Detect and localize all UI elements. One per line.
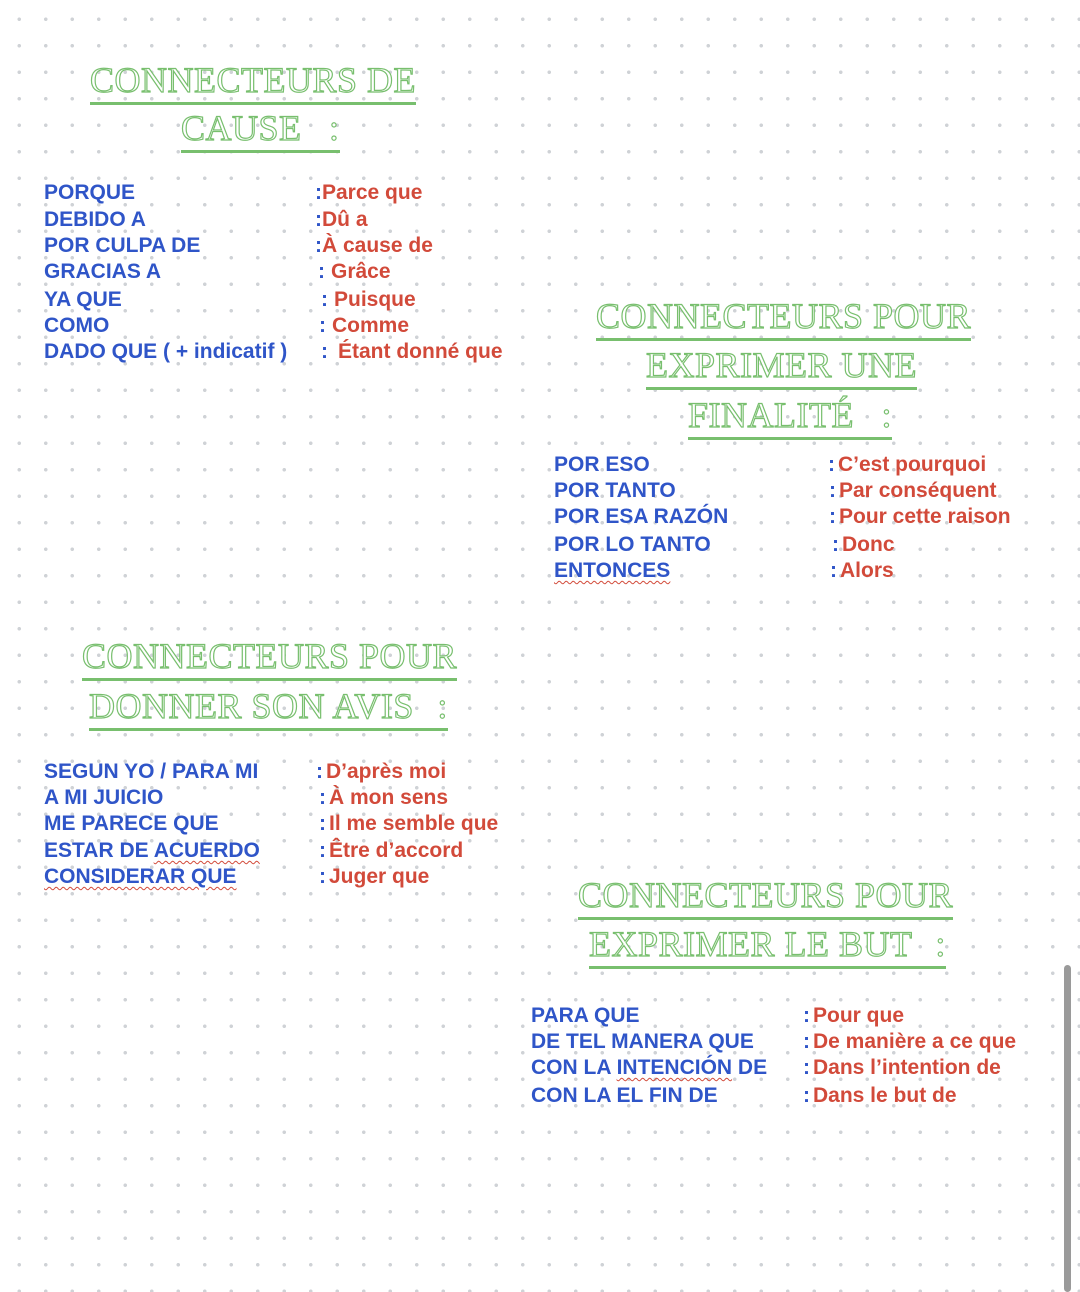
french-translation: De manière a ce que	[813, 1030, 1017, 1053]
finalite-title-line1: CONNECTEURS POUR	[596, 298, 971, 341]
list-item	[803, 1003, 904, 1029]
list-item	[44, 287, 122, 313]
finalite-title-word: FINALITÉ	[688, 395, 854, 435]
list-item	[319, 785, 448, 811]
separator-colon: :	[803, 1056, 810, 1079]
separator-colon: :	[315, 181, 322, 204]
list-item	[531, 1055, 767, 1081]
spanish-term: CON LA EL FIN DE	[531, 1084, 718, 1107]
spanish-term: ENTONCES	[554, 559, 671, 582]
french-translation: Comme	[332, 314, 410, 337]
spanish-term: POR LO TANTO	[554, 533, 711, 556]
separator-colon: :	[829, 479, 836, 502]
list-item	[44, 313, 109, 339]
list-item	[44, 207, 146, 233]
list-item	[319, 811, 498, 837]
list-item	[554, 452, 650, 478]
list-item	[828, 452, 986, 478]
list-item	[531, 1003, 640, 1029]
list-item	[321, 339, 503, 365]
list-item	[319, 313, 409, 339]
french-translation: Être d’accord	[329, 839, 464, 862]
list-item	[554, 532, 711, 558]
french-translation: Il me semble que	[329, 812, 499, 835]
list-item	[44, 759, 258, 785]
french-translation: D’après moi	[326, 760, 447, 783]
separator-colon: :	[319, 786, 326, 809]
separator-colon: :	[828, 453, 835, 476]
list-item	[44, 259, 161, 285]
separator-colon: :	[318, 260, 325, 283]
separator-colon: :	[319, 812, 326, 835]
list-item	[803, 1083, 957, 1109]
list-item	[44, 864, 237, 890]
but-title-line1: CONNECTEURS POUR	[578, 877, 953, 920]
list-item	[316, 759, 446, 785]
but-title-line2	[589, 926, 946, 969]
list-item	[44, 838, 260, 864]
french-translation: C’est pourquoi	[838, 453, 987, 476]
list-item	[531, 1029, 754, 1055]
spanish-term: CONSIDERAR QUE	[44, 865, 237, 888]
spanish-term: POR TANTO	[554, 479, 676, 502]
separator-colon: :	[829, 505, 836, 528]
list-item	[44, 233, 200, 259]
separator-colon: :	[803, 1004, 810, 1027]
spanish-term: DADO QUE ( + indicatif )	[44, 340, 288, 363]
list-item	[318, 259, 391, 285]
separator-colon: :	[319, 314, 326, 337]
french-translation: Donc	[842, 533, 895, 556]
separator-colon: :	[830, 559, 837, 582]
avis-title-line2	[89, 688, 448, 731]
french-translation: Étant donné que	[338, 340, 503, 363]
list-item	[829, 504, 1011, 530]
spanish-term: POR ESO	[554, 453, 650, 476]
list-item	[829, 478, 997, 504]
separator-colon: :	[315, 234, 322, 257]
spanish-term: DE TEL MANERA QUE	[531, 1030, 754, 1053]
french-translation: À mon sens	[329, 786, 449, 809]
list-item	[803, 1055, 1001, 1081]
list-item	[319, 838, 463, 864]
list-item	[44, 785, 163, 811]
french-translation: Grâce	[331, 260, 391, 283]
separator-colon: :	[321, 340, 328, 363]
list-item	[44, 180, 135, 206]
list-item	[803, 1029, 1016, 1055]
separator-colon: :	[832, 533, 839, 556]
finalite-title-line3	[688, 397, 892, 440]
spanish-term: SEGUN YO / PARA MI	[44, 760, 259, 783]
list-item	[319, 864, 429, 890]
spanish-term: GRACIAS A	[44, 260, 162, 283]
french-translation: Par conséquent	[839, 479, 997, 502]
cause-title-colon: :	[329, 108, 340, 148]
spanish-term: POR ESA RAZÓN	[554, 505, 729, 528]
separator-colon: :	[321, 288, 328, 311]
french-translation: Dans l’intention de	[813, 1056, 1001, 1079]
cause-title-word: CAUSE	[181, 108, 302, 148]
french-translation: Juger que	[329, 865, 430, 888]
cause-title-line1: CONNECTEURS DE	[90, 62, 416, 105]
french-translation: Pour que	[813, 1004, 905, 1027]
spanish-term: PARA QUE	[531, 1004, 640, 1027]
but-title-colon: :	[935, 924, 946, 964]
list-item	[531, 1083, 718, 1109]
finalite-title-colon: :	[881, 395, 892, 435]
spanish-term: YA QUE	[44, 288, 122, 311]
list-item	[832, 532, 895, 558]
vertical-scrollbar[interactable]	[1064, 965, 1071, 1292]
separator-colon: :	[319, 865, 326, 888]
spanish-term: PORQUE	[44, 181, 136, 204]
spanish-term-underlined: ACUERDO	[153, 839, 260, 862]
spanish-term: POR CULPA DE	[44, 234, 201, 257]
spanish-term: DEBIDO A	[44, 208, 146, 231]
list-item	[554, 504, 728, 530]
list-item	[554, 558, 670, 584]
spanish-term: ESTAR DE ACUERDO	[44, 839, 260, 862]
french-translation: Puisque	[334, 288, 416, 311]
list-item	[315, 207, 368, 233]
separator-colon: :	[316, 760, 323, 783]
avis-title-line1: CONNECTEURS POUR	[82, 638, 457, 681]
french-translation: Dans le but de	[813, 1084, 957, 1107]
list-item	[44, 811, 219, 837]
avis-title-words: DONNER SON AVIS	[89, 686, 414, 726]
spanish-term: COMO	[44, 314, 110, 337]
cause-title-line2	[181, 110, 340, 153]
separator-colon: :	[319, 839, 326, 862]
list-item	[315, 233, 433, 259]
list-item	[321, 287, 416, 313]
spanish-term: CON LA INTENCIÓN DE	[531, 1056, 768, 1079]
spanish-term-underlined: INTENCIÓN	[616, 1056, 733, 1079]
list-item	[554, 478, 676, 504]
french-translation: Dû a	[322, 208, 368, 231]
separator-colon: :	[315, 208, 322, 231]
list-item	[315, 180, 422, 206]
french-translation: Alors	[840, 559, 894, 582]
spanish-term: ME PARECE QUE	[44, 812, 219, 835]
french-translation: Parce que	[322, 181, 423, 204]
finalite-title-line2: EXPRIMER UNE	[646, 347, 917, 390]
list-item	[830, 558, 894, 584]
separator-colon: :	[803, 1030, 810, 1053]
french-translation: Pour cette raison	[839, 505, 1011, 528]
spanish-term: A MI JUICIO	[44, 786, 164, 809]
list-item	[44, 339, 287, 365]
separator-colon: :	[803, 1084, 810, 1107]
avis-title-colon: :	[437, 686, 448, 726]
french-translation: À cause de	[322, 234, 433, 257]
but-title-words: EXPRIMER LE BUT	[589, 924, 912, 964]
